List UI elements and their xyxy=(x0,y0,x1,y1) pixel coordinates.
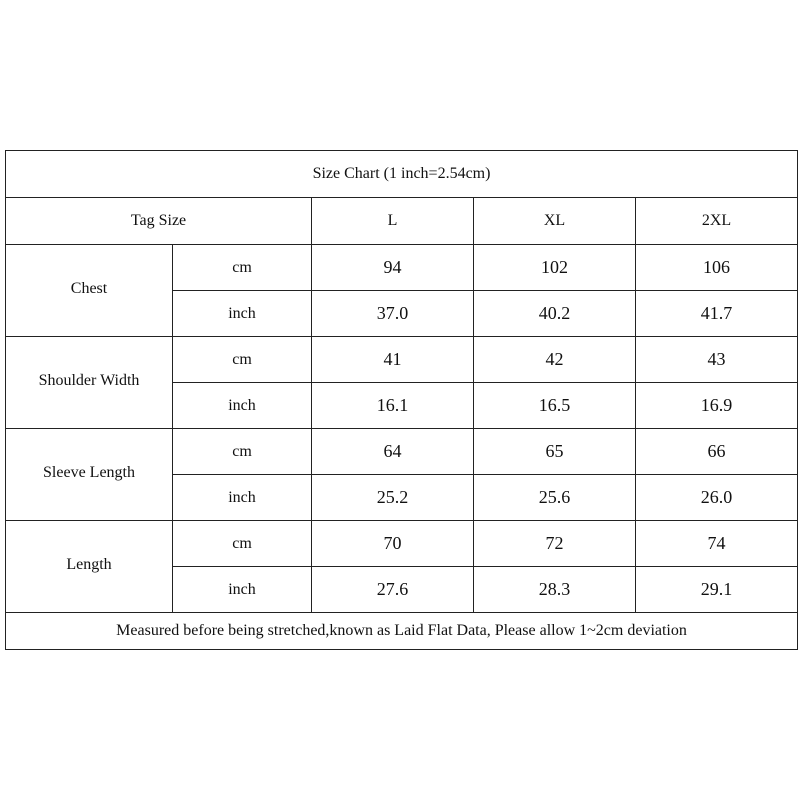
value-cell: 25.6 xyxy=(474,475,636,521)
unit-cell: inch xyxy=(173,567,312,613)
value-cell: 70 xyxy=(312,521,474,567)
value-cell: 65 xyxy=(474,429,636,475)
header-row xyxy=(6,198,798,245)
measurement-label-sleeve-length: Sleeve Length xyxy=(6,429,173,521)
tag-size-header: Tag Size xyxy=(6,198,312,245)
size-chart-table xyxy=(5,150,798,650)
size-chart-sheet xyxy=(5,150,797,650)
value-cell: 43 xyxy=(636,337,798,383)
value-cell: 106 xyxy=(636,245,798,291)
value-cell: 42 xyxy=(474,337,636,383)
unit-cell: cm xyxy=(173,337,312,383)
table-row xyxy=(6,337,798,383)
chart-title: Size Chart (1 inch=2.54cm) xyxy=(6,151,798,198)
unit-cell: inch xyxy=(173,291,312,337)
value-cell: 25.2 xyxy=(312,475,474,521)
unit-cell: cm xyxy=(173,245,312,291)
size-header-l: L xyxy=(312,198,474,245)
value-cell: 16.5 xyxy=(474,383,636,429)
size-header-xl: XL xyxy=(474,198,636,245)
value-cell: 16.1 xyxy=(312,383,474,429)
value-cell: 66 xyxy=(636,429,798,475)
chart-footer-note: Measured before being stretched,known as Laid Flat Data, Please allow 1~2cm deviation xyxy=(6,613,798,650)
value-cell: 41 xyxy=(312,337,474,383)
size-header-2xl: 2XL xyxy=(636,198,798,245)
value-cell: 102 xyxy=(474,245,636,291)
table-row xyxy=(6,245,798,291)
table-row xyxy=(6,521,798,567)
value-cell: 26.0 xyxy=(636,475,798,521)
value-cell: 64 xyxy=(312,429,474,475)
footer-row xyxy=(6,613,798,650)
measurement-label-chest: Chest xyxy=(6,245,173,337)
value-cell: 40.2 xyxy=(474,291,636,337)
value-cell: 94 xyxy=(312,245,474,291)
value-cell: 74 xyxy=(636,521,798,567)
value-cell: 41.7 xyxy=(636,291,798,337)
value-cell: 37.0 xyxy=(312,291,474,337)
measurement-label-shoulder-width: Shoulder Width xyxy=(6,337,173,429)
value-cell: 72 xyxy=(474,521,636,567)
table-row xyxy=(6,429,798,475)
value-cell: 16.9 xyxy=(636,383,798,429)
value-cell: 28.3 xyxy=(474,567,636,613)
value-cell: 29.1 xyxy=(636,567,798,613)
value-cell: 27.6 xyxy=(312,567,474,613)
unit-cell: inch xyxy=(173,383,312,429)
unit-cell: cm xyxy=(173,429,312,475)
unit-cell: inch xyxy=(173,475,312,521)
measurement-label-length: Length xyxy=(6,521,173,613)
unit-cell: cm xyxy=(173,521,312,567)
title-row xyxy=(6,151,798,198)
